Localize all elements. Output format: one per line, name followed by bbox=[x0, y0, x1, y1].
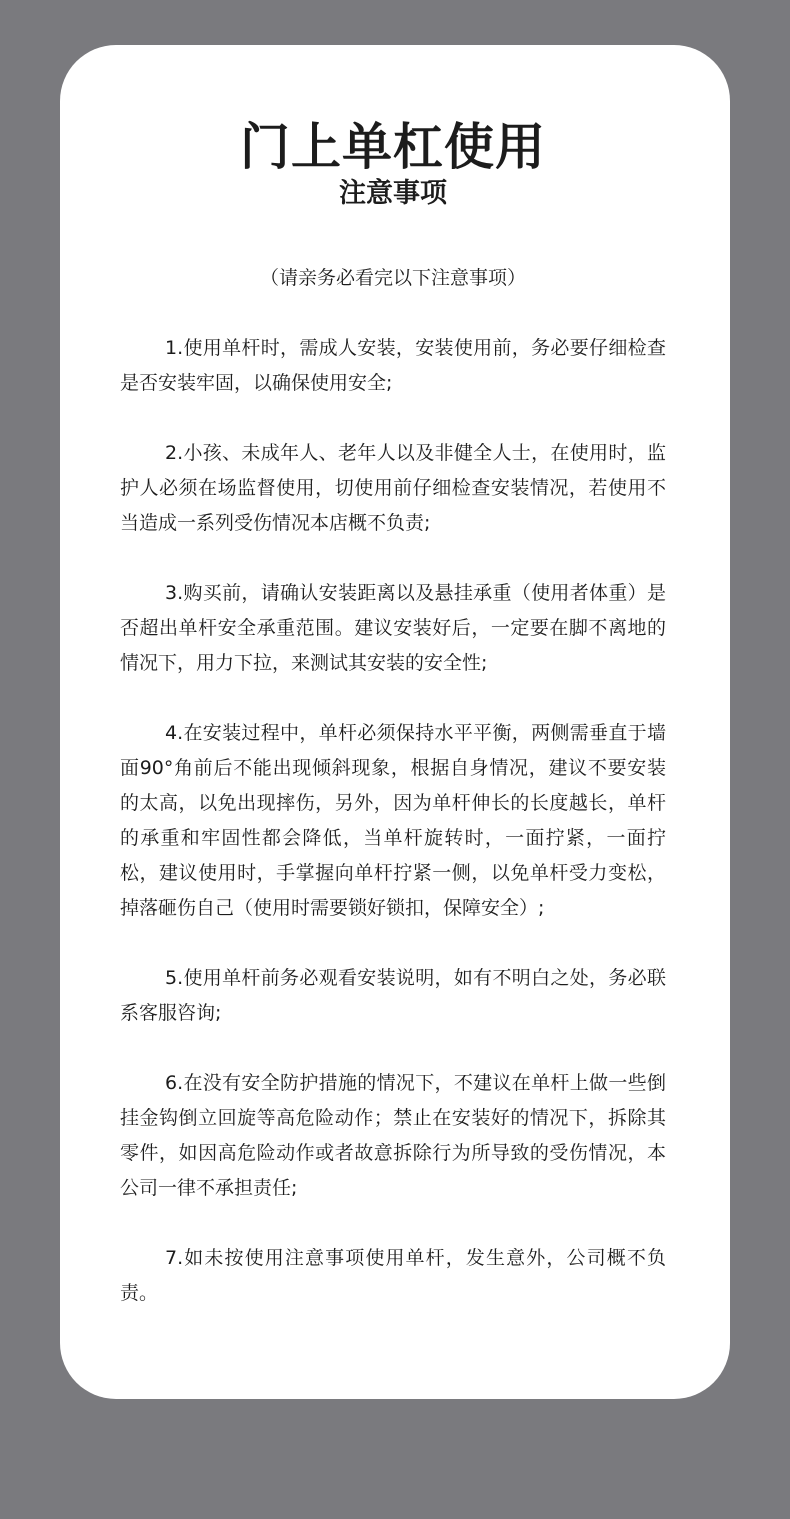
notice-item-4: 4.在安装过程中，单杆必须保持水平平衡，两侧需垂直于墙面90°角前后不能出现倾斜现象，根据自身情况，建议不要安装的太高，以免出现摔伤，另外，因为单杆伸长的长度越长，单杆的承重和牢固性都会降低，当单杆旋转时，一面拧紧，一面拧松，建议使用时，手掌握向单杆拧紧一侧，以免单杆受力变松，掉落砸伤自己（使用时需要锁好锁扣，保障安全）; bbox=[120, 722, 666, 919]
notice-item-1: 1.使用单杆时，需成人安装，安装使用前，务必要仔细检查是否安装牢固，以确保使用安全; bbox=[120, 337, 666, 394]
notice-item-5: 5.使用单杆前务必观看安装说明，如有不明白之处，务必联系客服咨询; bbox=[120, 967, 666, 1024]
page-subtitle: 注意事项 bbox=[339, 178, 447, 209]
notice-item-6: 6.在没有安全防护措施的情况下，不建议在单杆上做一些倒挂金钩倒立回旋等高危险动作；禁止在安装好的情况下，拆除其零件，如因高危险动作或者故意拆除行为所导致的受伤情况，本公司一律不承担责任; bbox=[120, 1072, 666, 1199]
page-title: 门上单杠使用 bbox=[240, 118, 546, 176]
notice-item-7: 7.如未按使用注意事项使用单杆，发生意外，公司概不负责。 bbox=[120, 1247, 666, 1304]
notice-list bbox=[120, 331, 666, 1311]
notice-card bbox=[60, 45, 730, 1399]
notice-item-2: 2.小孩、未成年人、老年人以及非健全人士，在使用时，监护人必须在场监督使用，切使用前仔细检查安装情况，若使用不当造成一系列受伤情况本店概不负责; bbox=[120, 442, 666, 534]
notice-item-3: 3.购买前，请确认安装距离以及悬挂承重（使用者体重）是否超出单杆安全承重范围。建议安装好后，一定要在脚不离地的情况下，用力下拉，来测试其安装的安全性; bbox=[120, 582, 666, 674]
reminder-text: （请亲务必看完以下注意事项） bbox=[259, 267, 526, 289]
